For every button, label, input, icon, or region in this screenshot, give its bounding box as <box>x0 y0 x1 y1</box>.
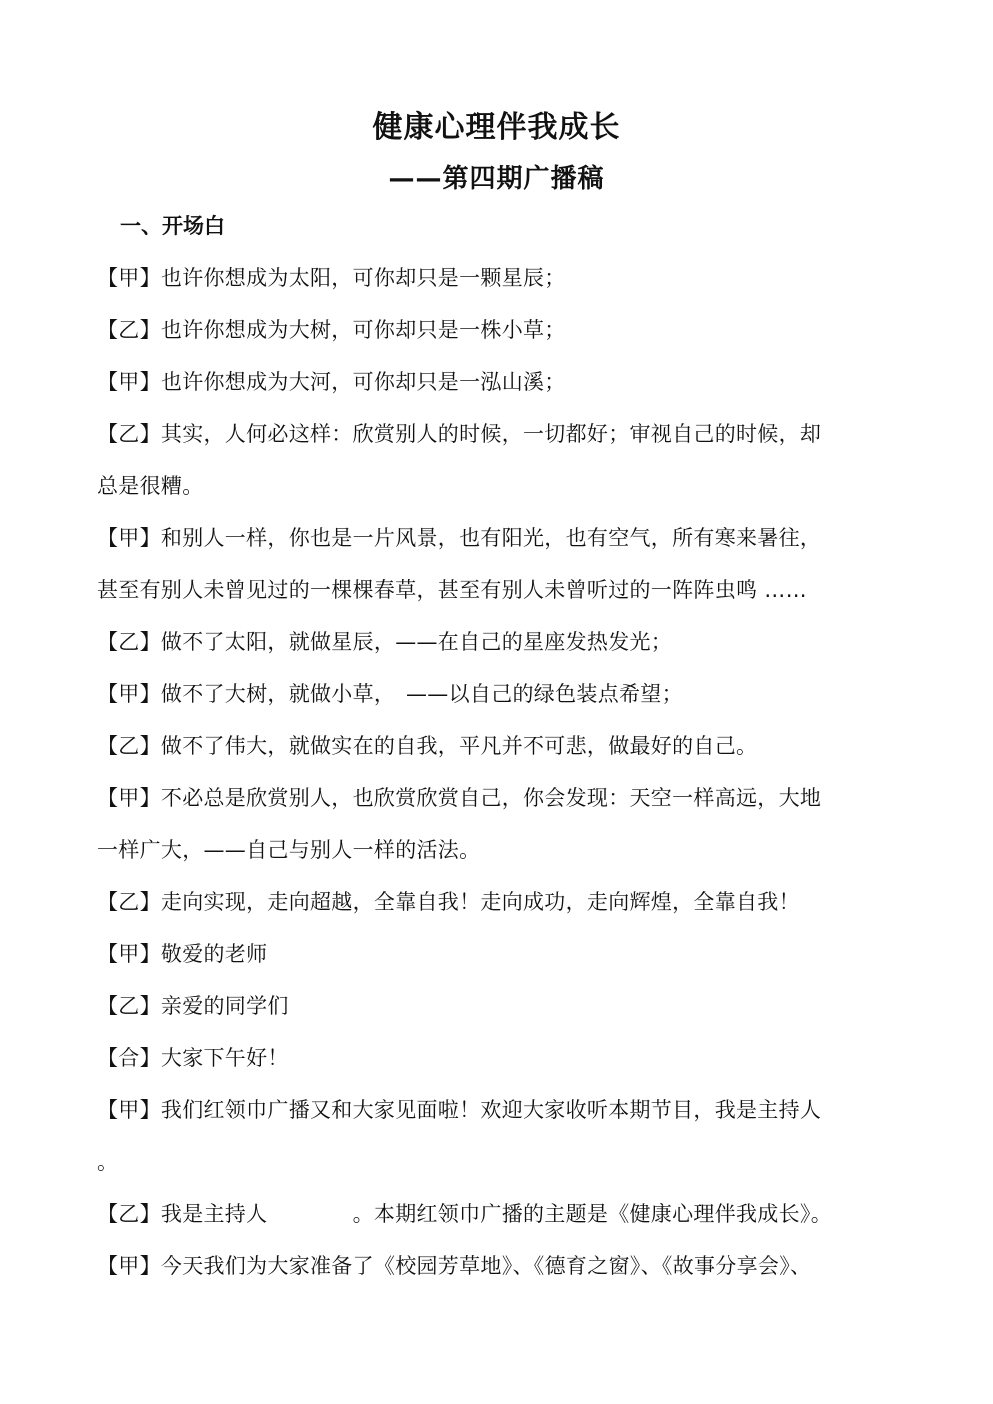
line-text: 我们红领巾广播又和大家见面啦！欢迎大家收听本期节目，我是主持人 <box>160 1098 822 1122</box>
script-line-continuation <box>97 575 897 605</box>
script-line <box>97 419 897 449</box>
script-line <box>97 731 897 761</box>
line-text: 。 <box>97 1150 119 1174</box>
line-text: 甚至有别人未曾见过的一棵棵春草，甚至有别人未曾听过的一阵阵虫鸣 …… <box>97 578 807 602</box>
script-line-continuation <box>97 471 897 501</box>
document-title: 健康心理伴我成长 <box>372 110 621 145</box>
document-subtitle: ——第四期广播稿 <box>388 164 605 194</box>
script-line <box>97 679 897 709</box>
speaker-tag: 【甲】 <box>97 266 161 290</box>
script-line <box>97 991 897 1021</box>
line-text: 不必总是欣赏别人，也欣赏欣赏自己，你会发现：天空一样高远，大地 <box>160 786 822 810</box>
section-heading: 一、开场白 <box>120 214 225 238</box>
speaker-tag: 【乙】 <box>97 890 161 914</box>
line-text: 亲爱的同学们 <box>160 994 289 1018</box>
speaker-tag: 【乙】 <box>97 1202 161 1226</box>
line-text: 和别人一样，你也是一片风景，也有阳光，也有空气，所有寒来暑往， <box>160 526 822 550</box>
speaker-tag: 【乙】 <box>97 734 161 758</box>
line-text: 做不了太阳，就做星辰，——在自己的星座发热发光； <box>160 630 673 654</box>
script-line <box>97 1251 897 1281</box>
speaker-tag: 【合】 <box>97 1046 161 1070</box>
line-text: 其实，人何必这样：欣赏别人的时候，一切都好；审视自己的时候，却 <box>160 422 822 446</box>
line-text: 我是主持人 。本期红领巾广播的主题是《健康心理伴我成长》。 <box>160 1202 833 1226</box>
speaker-tag: 【甲】 <box>97 1254 161 1278</box>
speaker-tag: 【乙】 <box>97 630 161 654</box>
script-line <box>97 1095 897 1125</box>
script-line <box>97 1043 897 1073</box>
line-text: 总是很糟。 <box>97 474 204 498</box>
line-text: 做不了伟大，就做实在的自我，平凡并不可悲，做最好的自己。 <box>160 734 758 758</box>
speaker-tag: 【甲】 <box>97 370 161 394</box>
script-line <box>97 263 897 293</box>
speaker-tag: 【乙】 <box>97 318 161 342</box>
script-line <box>97 939 897 969</box>
speaker-tag: 【乙】 <box>97 422 161 446</box>
line-text: 敬爱的老师 <box>160 942 268 966</box>
script-line-continuation <box>97 835 897 865</box>
line-text: 一样广大，——自己与别人一样的活法。 <box>97 838 481 862</box>
script-line <box>97 783 897 813</box>
script-line <box>97 523 897 553</box>
line-text: 做不了大树，就做小草， ——以自己的绿色装点希望； <box>160 682 683 706</box>
script-line <box>97 1199 897 1229</box>
speaker-tag: 【乙】 <box>97 994 161 1018</box>
speaker-tag: 【甲】 <box>97 1098 161 1122</box>
line-text: 也许你想成为大河，可你却只是一泓山溪； <box>160 370 566 394</box>
line-text: 也许你想成为太阳，可你却只是一颗星辰； <box>160 266 566 290</box>
script-line-continuation <box>97 1147 897 1177</box>
line-text: 今天我们为大家准备了《校园芳草地》、《德育之窗》、《故事分享会》、 <box>160 1254 812 1278</box>
speaker-tag: 【甲】 <box>97 942 161 966</box>
line-text: 也许你想成为大树，可你却只是一株小草； <box>160 318 566 342</box>
speaker-tag: 【甲】 <box>97 526 161 550</box>
script-line <box>97 367 897 397</box>
line-text: 大家下午好！ <box>160 1046 289 1070</box>
line-text: 走向实现，走向超越，全靠自我！走向成功，走向辉煌，全靠自我！ <box>160 890 800 914</box>
script-line <box>97 887 897 917</box>
script-line <box>97 315 897 345</box>
script-line <box>97 627 897 657</box>
speaker-tag: 【甲】 <box>97 786 161 810</box>
speaker-tag: 【甲】 <box>97 682 161 706</box>
